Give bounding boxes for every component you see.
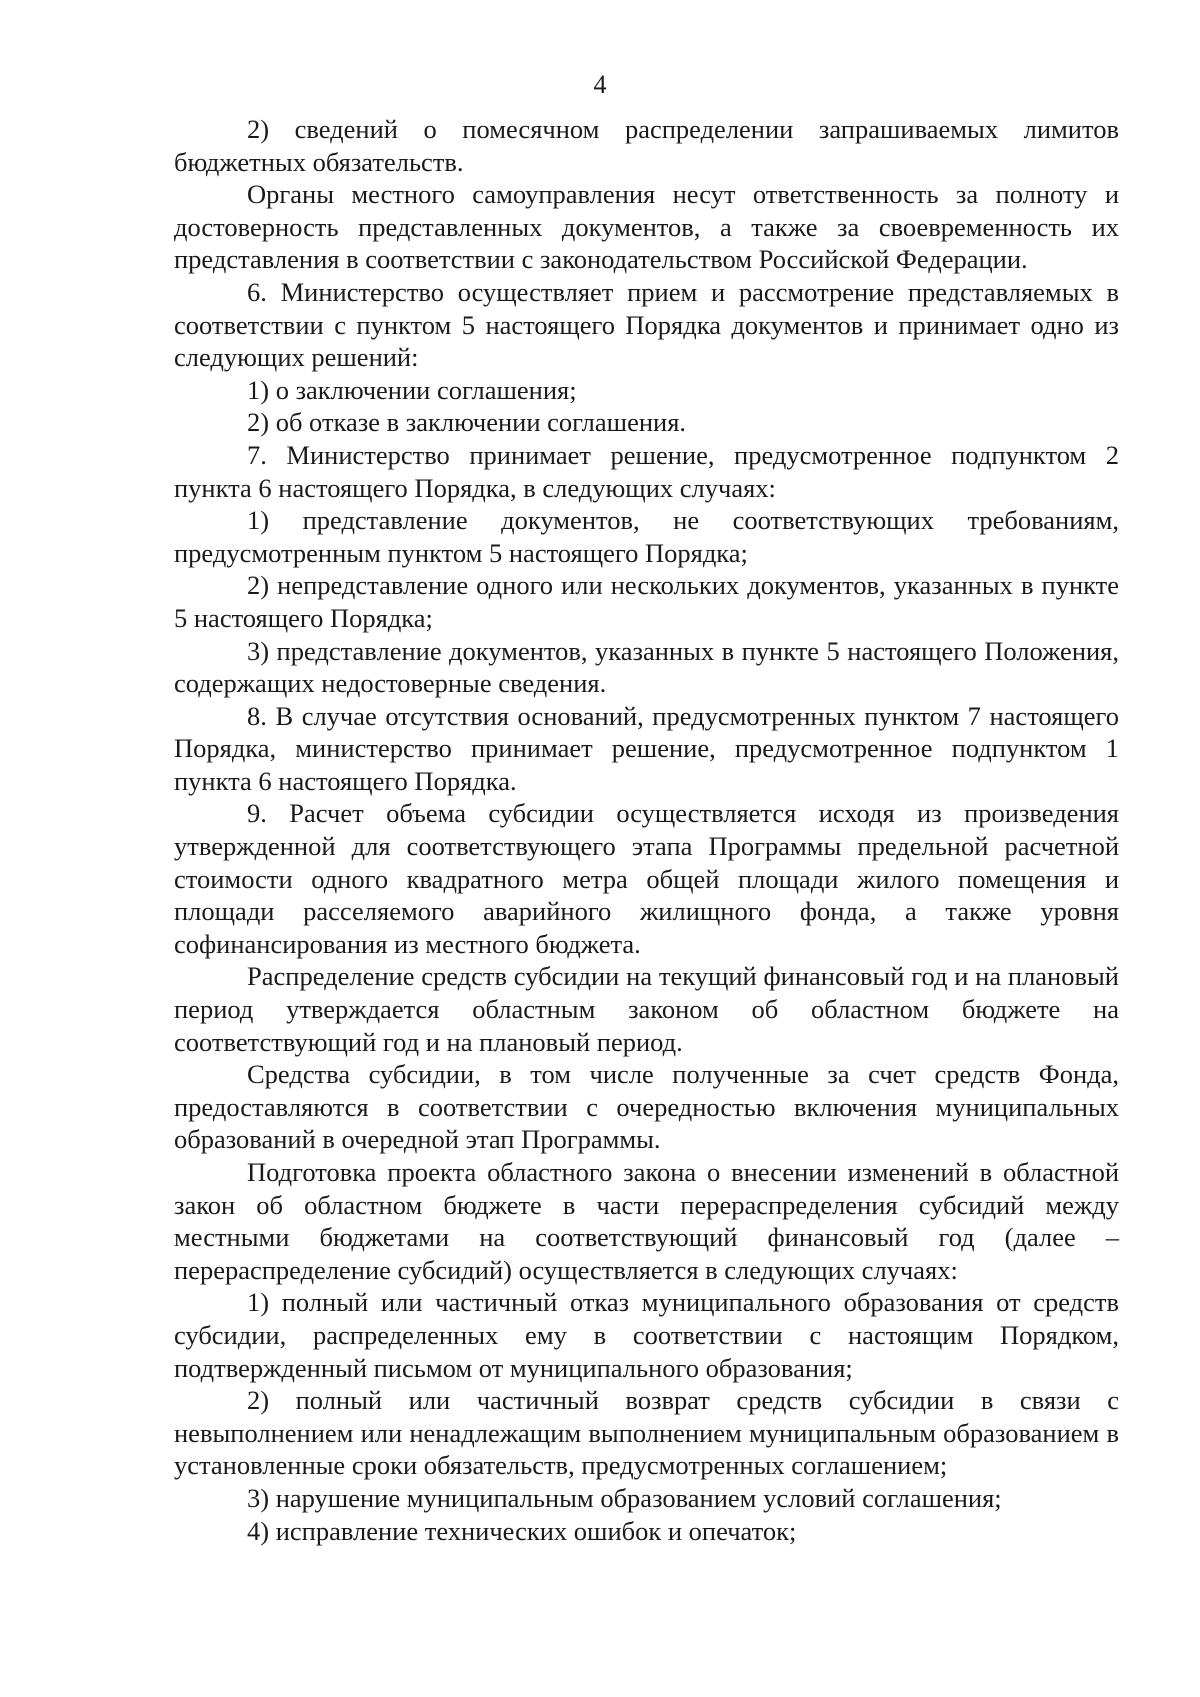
paragraph-redistribution-case-2: 2) полный или частичный возврат средств субсидии в связи с невыполнением или ненадлежащим выполнением муниципальным образованием в установленные сроки обязательств, предусмотренных соглашением;	[174, 1385, 1119, 1481]
paragraph-item-8: 8. В случае отсутствия оснований, предусмотренных пунктом 7 настоящего Порядка, министерство принимает решение, предусмотренное подпунктом 1 пункта 6 настоящего Порядка.	[174, 700, 1119, 796]
paragraph-redistribution-draft-law: Подготовка проекта областного закона о внесении изменений в областной закон об областном бюджете в части перераспределения субсидий между местными бюджетами на соответствующий финансовый год (далее – перераспределение субсидий) осуществляется в следующих случаях:	[174, 1157, 1119, 1285]
document-body	[174, 113, 1119, 1547]
paragraph-redistribution-case-4: 4) исправление технических ошибок и опечаток;	[247, 1515, 797, 1546]
paragraph-subsidy-funds: Средства субсидии, в том числе полученные за счет средств Фонда, предоставляются в соответствии с очередностью включения муниципальных образований в очередной этап Программы.	[174, 1059, 1119, 1155]
page-number: 4	[593, 70, 607, 99]
paragraph-monthly-distribution: 2) сведений о помесячном распределении запрашиваемых лимитов бюджетных обязательств.	[174, 114, 1119, 177]
paragraph-item-6-1: 1) о заключении соглашения;	[247, 374, 577, 405]
paragraph-item-6-2: 2) об отказе в заключении соглашения.	[247, 407, 687, 438]
paragraph-item-7: 7. Министерство принимает решение, предусмотренное подпунктом 2 пункта 6 настоящего Порядка, в следующих случаях:	[174, 439, 1119, 503]
paragraph-item-7-2: 2) непредставление одного или нескольких документов, указанных в пункте 5 настоящего Порядка;	[174, 570, 1119, 633]
paragraph-subsidy-distribution: Распределение средств субсидии на текущий финансовый год и на плановый период утверждается областным законом об областном бюджете на соответствующий год и на плановый период.	[174, 961, 1119, 1057]
paragraph-redistribution-case-3: 3) нарушение муниципальным образованием условий соглашения;	[247, 1482, 1002, 1513]
paragraph-item-6: 6. Министерство осуществляет прием и рассмотрение представляемых в соответствии с пунктом 5 настоящего Порядка документов и принимает одно из следующих решений:	[174, 276, 1119, 373]
paragraph-item-9: 9. Расчет объема субсидии осуществляется исходя из произведения утвержденной для соответствующего этапа Программы предельной расчетной стоимости одного квадратного метра общей площади жилого помещения и площади расселяемого аварийного жилищного фонда, а также уровня софинансирования из местного бюджета.	[174, 798, 1119, 959]
paragraph-item-7-3: 3) представление документов, указанных в пункте 5 настоящего Положения, содержащих недостоверные сведения.	[174, 635, 1119, 699]
paragraph-item-7-1: 1) представление документов, не соответствующих требованиям, предусмотренным пунктом 5 настоящего Порядка;	[174, 505, 1119, 568]
paragraph-local-authorities-responsibility: Органы местного самоуправления несут ответственность за полноту и достоверность представленных документов, а также за своевременность их представления в соответствии с законодательством Российской Федерации.	[174, 179, 1119, 275]
paragraph-redistribution-case-1: 1) полный или частичный отказ муниципального образования от средств субсидии, распределенных ему в соответствии с настоящим Порядком, подтвержденный письмом от муниципального образования;	[174, 1287, 1119, 1383]
